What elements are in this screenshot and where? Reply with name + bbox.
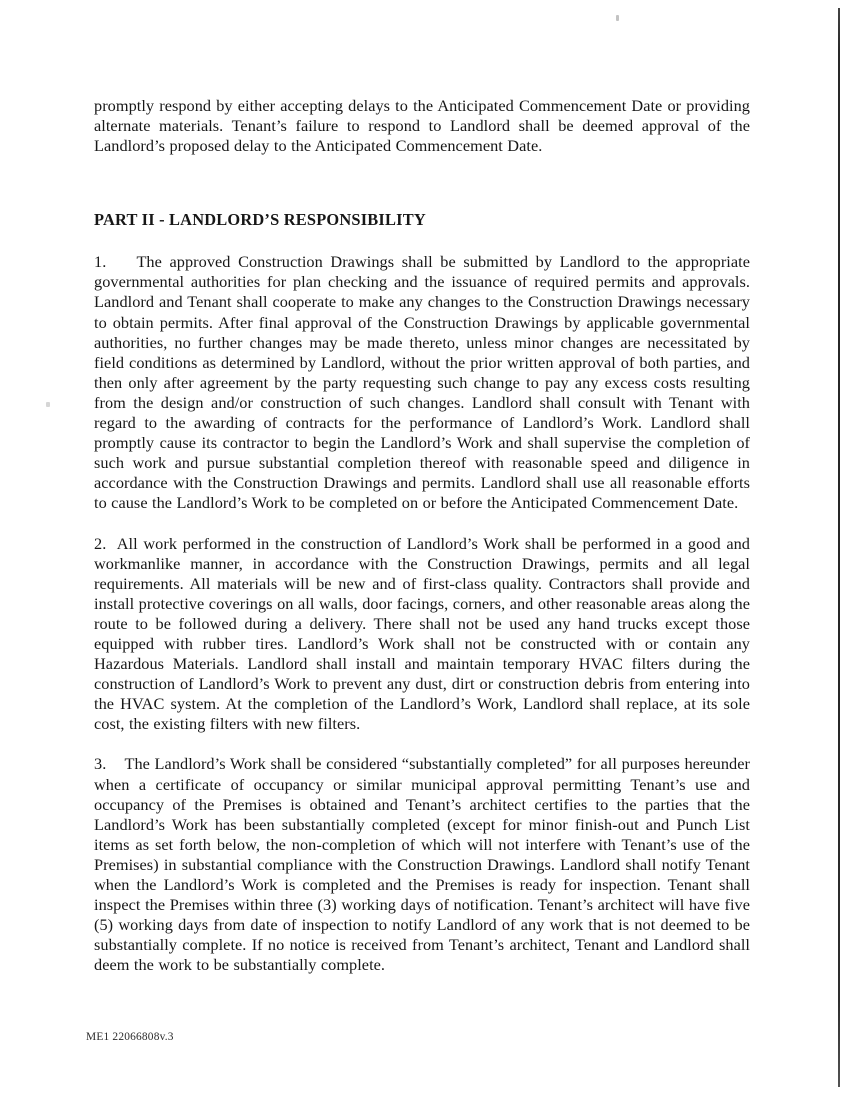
part-heading: PART II - LANDLORD’S RESPONSIBILITY (94, 210, 426, 230)
paragraph-number-1: 1. (94, 252, 137, 272)
numbered-paragraph-1 (94, 252, 750, 513)
spacer-between-paragraphs-2-3 (94, 734, 750, 754)
paragraph-number-2: 2. (94, 533, 117, 553)
scan-edge-artifact-line (838, 8, 840, 1087)
document-text-column (94, 96, 750, 975)
numbered-paragraph-3 (94, 754, 750, 975)
lead-paragraph: promptly respond by either accepting delays to the Anticipated Commencement Date or providing alternate materials. Tenant’s failure to respond to Landlord shall be deemed approval of the Landlord’s proposed delay to the Anticipated Commencement Date. (94, 96, 750, 156)
paragraph-number-3: 3. (94, 754, 125, 774)
spacer-between-paragraphs-1-2 (94, 514, 750, 534)
scan-speck-top (616, 15, 619, 21)
footer-document-reference: ME1 22066808v.3 (86, 1031, 174, 1043)
spacer-after-heading (94, 230, 750, 252)
numbered-paragraph-2 (94, 534, 750, 735)
scan-speck-left-margin (46, 402, 50, 407)
paragraph-text-2: All work performed in the construction of Landlord’s Work shall be performed in a good and workmanlike manner, in accordance with the Construction Drawings, permits and all legal requirements. All materials will be new and of first-class quality. Contractors shall provide and install protective coverings on all walls, door facings, corners, and other reasonable areas along the route to be followed during a delivery. There shall not be used any hand trucks except those equipped with rubber tires. Landlord’s Work shall not be constructed with or contain any Hazardous Materials. Landlord shall install and maintain temporary HVAC filters during the construction of Landlord’s Work to prevent any dust, dirt or construction debris from entering into the HVAC system. At the completion of the Landlord’s Work, Landlord shall replace, at its sole cost, the existing filters with new filters. (94, 533, 750, 734)
spacer-before-heading (94, 156, 750, 210)
paragraph-text-3: The Landlord’s Work shall be considered “substantially completed” for all purposes hereunder when a certificate of occupancy or similar municipal approval permitting Tenant’s use and occupancy of the Premises is obtained and Tenant’s architect certifies to the parties that the Landlord’s Work has been substantially completed (except for minor finish-out and Punch List items as set forth below, the non-completion of which will not interfere with Tenant’s use of the Premises) in substantial compliance with the Construction Drawings. Landlord shall notify Tenant when the Landlord’s Work is completed and the Premises is ready for inspection. Tenant shall inspect the Premises within three (3) working days of notification. Tenant’s architect will have five (5) working days from date of inspection to notify Landlord of any work that is not deemed to be substantially complete. If no notice is received from Tenant’s architect, Tenant and Landlord shall deem the work to be substantially complete. (94, 754, 750, 975)
paragraph-text-1: The approved Construction Drawings shall be submitted by Landlord to the appropriate governmental authorities for plan checking and the issuance of required permits and approvals. Landlord and Tenant shall cooperate to make any changes to the Construction Drawings necessary to obtain permits. After final approval of the Construction Drawings by applicable governmental authorities, no further changes may be made thereto, unless minor changes are necessitated by field conditions as determined by Landlord, without the prior written approval of both parties, and then only after agreement by the party requesting such change to pay any excess costs resulting from the design and/or construction of such changes. Landlord shall consult with Tenant with regard to the awarding of contracts for the performance of Landlord’s Work. Landlord shall promptly cause its contractor to begin the Landlord’s Work and shall supervise the completion of such work and pursue substantial completion thereof with reasonable speed and diligence in accordance with the Construction Drawings and permits. Landlord shall use all reasonable efforts to cause the Landlord’s Work to be completed on or before the Anticipated Commencement Date. (94, 252, 750, 513)
